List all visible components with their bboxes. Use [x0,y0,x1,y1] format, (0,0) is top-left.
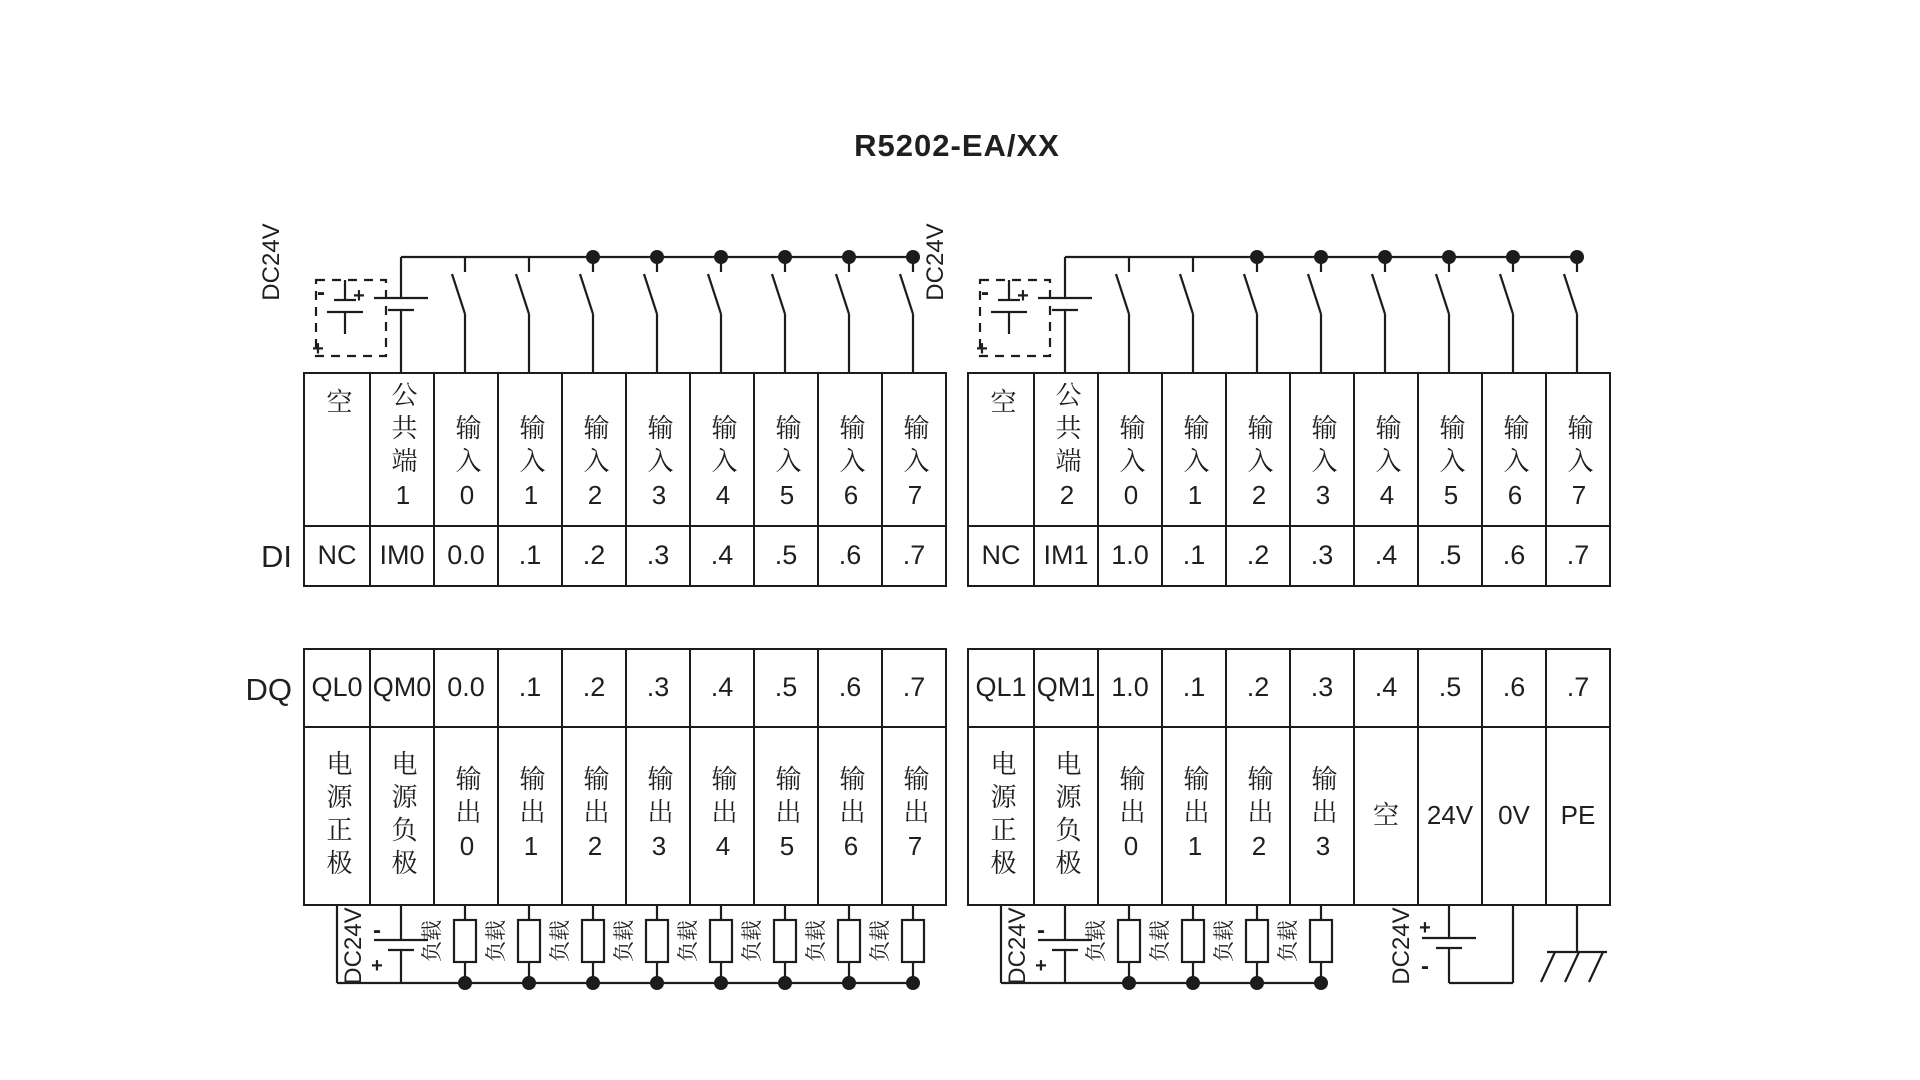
dq-left-label-cell-1 [369,726,433,904]
dq-right-terminal-text-6: .4 [1374,672,1398,703]
minus-sign: - [981,279,989,306]
load-resistor [582,920,604,962]
di-left-header-text-2: 输入0 [451,414,482,517]
dq-right-label-text-9: PE [1560,800,1596,831]
di-right-header-cell-4 [1225,374,1289,525]
dq-right-terminal-text-8: .6 [1502,672,1526,703]
dq-right-terminal-cell-4 [1225,650,1289,726]
di-left-header-text-6: 输入4 [707,414,738,517]
di-right-terminal-text-6: .4 [1374,540,1398,571]
minus-sign: - [317,279,325,306]
load-resistor [710,920,732,962]
dq-left-terminal-cell-1 [369,650,433,726]
di-left-header-text-8: 输入6 [835,414,866,517]
earth-icon [1589,952,1603,982]
di-left-terminal-text-4: .2 [582,540,606,571]
plus-sign: + [371,955,383,977]
di-left-header-cell-3 [497,374,561,525]
bus-junction-dot [1442,250,1456,264]
di-right-terminal-text-1: IM1 [1043,540,1089,571]
dq-right-label-cell-7 [1417,726,1481,904]
di-right-header-cell-5 [1289,374,1353,525]
dq-left-label-text-6: 输出4 [707,764,738,868]
di-left-terminal-text-1: IM0 [379,540,425,571]
bus-junction-dot [714,250,728,264]
di-left-terminal-cell-2 [433,525,497,585]
load-resistor [774,920,796,962]
load-label: 负载 [869,920,892,962]
dq-right-terminal-text-0: QL1 [975,672,1027,703]
load-junction-dot [650,976,664,990]
bus-junction-dot [1314,250,1328,264]
minus-sign: - [1037,917,1045,944]
di-left-header-cell-8 [817,374,881,525]
load-junction-dot [586,976,600,990]
di-left-header-text-5: 输入3 [643,414,674,517]
plus-sign: + [1017,285,1029,307]
dq-right-label-text-7: 24V [1426,800,1474,831]
di-right-header-cell-3 [1161,374,1225,525]
di-right-terminal-text-2: 1.0 [1111,540,1149,571]
load-junction-dot [906,976,920,990]
bus-junction-dot [906,250,920,264]
di-right-header-cell-2 [1097,374,1161,525]
dc24v-label: DC24V [1388,907,1415,985]
dq-left-label-cell-9 [881,726,945,904]
plus-sign: + [1035,955,1047,977]
di-left-terminal-cell-7 [753,525,817,585]
di-left-terminal-text-5: .3 [646,540,670,571]
dq-left-terminal-cell-4 [561,650,625,726]
di-right-terminal-table [967,372,1611,587]
di-left-header-cell-0 [305,374,369,525]
di-left-terminal-text-6: .4 [710,540,734,571]
load-junction-dot [522,976,536,990]
load-junction-dot [1250,976,1264,990]
di-left-header-cell-4 [561,374,625,525]
load-junction-dot [1314,976,1328,990]
di-right-header-text-9: 输入7 [1563,414,1594,517]
load-label: 负载 [421,920,444,962]
dq-right-label-text-5: 输出3 [1307,764,1338,868]
load-resistor [454,920,476,962]
dq-left-terminal-table [303,648,947,906]
di-left-header-text-1: 公共端1 [387,381,418,517]
bus-junction-dot [1250,250,1264,264]
battery-polarity-box [980,280,1050,356]
dq-right-label-cell-1 [1033,726,1097,904]
di-left-header-text-4: 输入2 [579,414,610,517]
di-right-terminal-cell-3 [1161,525,1225,585]
load-resistor [902,920,924,962]
load-label: 负载 [1213,920,1236,962]
earth-icon [1541,952,1555,982]
di-left-terminal-text-0: NC [317,540,357,571]
di-left-terminal-text-2: 0.0 [447,540,485,571]
dq-right-label-cell-9 [1545,726,1609,904]
di-left-terminal-text-9: .7 [902,540,926,571]
load-junction-dot [778,976,792,990]
di-right-terminal-text-9: .7 [1566,540,1590,571]
di-left-terminal-cell-1 [369,525,433,585]
bus-junction-dot [650,250,664,264]
bus-junction-dot [1506,250,1520,264]
di-right-header-text-6: 输入4 [1371,414,1402,517]
dq-right-terminal-cell-5 [1289,650,1353,726]
dq-right-terminal-text-1: QM1 [1036,672,1096,703]
di-left-terminal-cell-8 [817,525,881,585]
dq-left-label-text-5: 输出3 [643,764,674,868]
bus-junction-dot [586,250,600,264]
dq-left-label-text-8: 输出6 [835,764,866,868]
dq-right-label-text-2: 输出0 [1115,764,1146,868]
plus-sign: + [312,338,324,360]
di-right-terminal-cell-9 [1545,525,1609,585]
switch-icon [1564,274,1577,314]
dq-right-terminal-cell-1 [1033,650,1097,726]
bus-junction-dot [1378,250,1392,264]
load-junction-dot [842,976,856,990]
switch-icon [900,274,913,314]
dq-right-terminal-cell-0 [969,650,1033,726]
load-resistor [1182,920,1204,962]
switch-icon [452,274,465,314]
dq-right-label-cell-8 [1481,726,1545,904]
load-label: 负载 [677,920,700,962]
dq-left-label-cell-0 [305,726,369,904]
dq-left-label-cell-4 [561,726,625,904]
di-right-header-text-4: 输入2 [1243,414,1274,517]
dq-right-label-text-6: 空 [1372,800,1399,831]
switch-icon [772,274,785,314]
di-left-header-cell-5 [625,374,689,525]
bus-junction-dot [1570,250,1584,264]
dq-left-terminal-text-6: .4 [710,672,734,703]
dq-right-terminal-text-3: .1 [1182,672,1206,703]
di-left-terminal-cell-9 [881,525,945,585]
switch-icon [1116,274,1129,314]
dq-right-terminal-cell-9 [1545,650,1609,726]
dq-left-terminal-cell-9 [881,650,945,726]
dq-left-terminal-cell-6 [689,650,753,726]
load-junction-dot [1186,976,1200,990]
switch-icon [644,274,657,314]
dq-right-label-cell-0 [969,726,1033,904]
dq-left-terminal-text-0: QL0 [311,672,363,703]
minus-sign: - [373,917,381,944]
dq-left-terminal-text-4: .2 [582,672,606,703]
di-right-terminal-cell-1 [1033,525,1097,585]
dq-right-terminal-cell-3 [1161,650,1225,726]
di-right-terminal-text-4: .2 [1246,540,1270,571]
dq-right-label-cell-4 [1225,726,1289,904]
dq-right-label-cell-2 [1097,726,1161,904]
dq-left-terminal-cell-7 [753,650,817,726]
di-left-header-cell-1 [369,374,433,525]
di-left-header-text-3: 输入1 [515,414,546,517]
dq-right-terminal-text-4: .2 [1246,672,1270,703]
di-right-header-text-0: 空 [986,388,1017,421]
dq-right-label-text-3: 输出1 [1179,764,1210,868]
load-label: 负载 [805,920,828,962]
switch-icon [1372,274,1385,314]
dq-left-terminal-cell-5 [625,650,689,726]
dq-right-terminal-cell-7 [1417,650,1481,726]
di-right-header-text-8: 输入6 [1499,414,1530,517]
plus-sign: + [353,285,365,307]
di-left-header-text-7: 输入5 [771,414,802,517]
load-label: 负载 [549,920,572,962]
dc24v-label: DC24V [340,907,367,985]
di-left-terminal-text-3: .1 [518,540,542,571]
load-label: 负载 [485,920,508,962]
plus-sign: + [1419,917,1431,939]
load-junction-dot [714,976,728,990]
load-label: 负载 [613,920,636,962]
dq-left-terminal-cell-3 [497,650,561,726]
di-right-header-cell-1 [1033,374,1097,525]
di-right-terminal-cell-8 [1481,525,1545,585]
battery-polarity-box [316,280,386,356]
load-label: 负载 [1085,920,1108,962]
dq-left-label-cell-2 [433,726,497,904]
di-right-header-text-7: 输入5 [1435,414,1466,517]
switch-icon [1436,274,1449,314]
load-resistor [1310,920,1332,962]
di-right-header-text-2: 输入0 [1115,414,1146,517]
load-label: 负载 [1149,920,1172,962]
dq-right-terminal-text-2: 1.0 [1111,672,1149,703]
di-right-terminal-cell-6 [1353,525,1417,585]
dq-left-label-text-7: 输出5 [771,764,802,868]
di-right-header-cell-6 [1353,374,1417,525]
dq-left-terminal-text-5: .3 [646,672,670,703]
di-left-terminal-cell-0 [305,525,369,585]
di-right-header-cell-0 [969,374,1033,525]
dq-left-terminal-text-3: .1 [518,672,542,703]
switch-icon [1244,274,1257,314]
dq-left-label-cell-3 [497,726,561,904]
di-left-header-cell-2 [433,374,497,525]
di-left-header-cell-9 [881,374,945,525]
dq-left-terminal-text-7: .5 [774,672,798,703]
dq-left-terminal-cell-2 [433,650,497,726]
switch-icon [1500,274,1513,314]
di-right-terminal-cell-7 [1417,525,1481,585]
minus-sign: - [1421,953,1429,980]
di-right-header-text-5: 输入3 [1307,414,1338,517]
dq-left-label-text-2: 输出0 [451,764,482,868]
load-resistor [646,920,668,962]
di-left-header-text-9: 输入7 [899,414,930,517]
di-right-terminal-text-0: NC [981,540,1021,571]
dq-left-label-cell-5 [625,726,689,904]
dq-left-label-text-1: 电源负极 [387,750,418,882]
bus-junction-dot [842,250,856,264]
dq-right-label-text-1: 电源负极 [1051,750,1082,882]
load-label: 负载 [1277,920,1300,962]
load-resistor [1118,920,1140,962]
switch-icon [580,274,593,314]
switch-icon [516,274,529,314]
dq-right-terminal-cell-2 [1097,650,1161,726]
di-right-terminal-cell-4 [1225,525,1289,585]
di-left-terminal-cell-4 [561,525,625,585]
dq-right-label-text-4: 输出2 [1243,764,1274,868]
dq-block-label: DQ [245,672,292,707]
dq-right-label-text-0: 电源正极 [986,750,1017,882]
dq-left-terminal-cell-8 [817,650,881,726]
di-right-terminal-cell-5 [1289,525,1353,585]
earth-icon [1565,952,1579,982]
di-block-label: DI [261,539,292,574]
dq-left-label-cell-8 [817,726,881,904]
di-right-terminal-cell-0 [969,525,1033,585]
dq-left-label-text-9: 输出7 [899,764,930,868]
load-resistor [1246,920,1268,962]
di-left-terminal-table [303,372,947,587]
dq-left-label-text-3: 输出1 [515,764,546,868]
dq-right-terminal-text-9: .7 [1566,672,1590,703]
di-left-header-cell-6 [689,374,753,525]
di-right-terminal-text-3: .1 [1182,540,1206,571]
di-right-header-cell-9 [1545,374,1609,525]
dq-right-terminal-table [967,648,1611,906]
di-right-header-text-1: 公共端2 [1051,381,1082,517]
dq-right-terminal-cell-6 [1353,650,1417,726]
di-right-header-cell-7 [1417,374,1481,525]
di-left-terminal-text-8: .6 [838,540,862,571]
dc24v-label: DC24V [1004,907,1031,985]
switch-icon [1180,274,1193,314]
dq-right-label-cell-3 [1161,726,1225,904]
dq-left-terminal-text-8: .6 [838,672,862,703]
dq-left-label-text-4: 输出2 [579,764,610,868]
dq-right-label-text-8: 0V [1498,800,1530,831]
dc24v-label: DC24V [922,223,949,301]
di-right-header-text-3: 输入1 [1179,414,1210,517]
di-left-header-text-0: 空 [322,388,353,421]
di-right-header-cell-8 [1481,374,1545,525]
dq-right-terminal-cell-8 [1481,650,1545,726]
load-junction-dot [458,976,472,990]
bus-junction-dot [778,250,792,264]
dq-left-terminal-cell-0 [305,650,369,726]
di-left-terminal-cell-6 [689,525,753,585]
di-left-header-cell-7 [753,374,817,525]
dq-left-terminal-text-1: QM0 [372,672,432,703]
di-right-terminal-cell-2 [1097,525,1161,585]
switch-icon [1308,274,1321,314]
dq-left-label-cell-7 [753,726,817,904]
di-left-terminal-cell-3 [497,525,561,585]
plus-sign: + [976,338,988,360]
di-left-terminal-cell-5 [625,525,689,585]
dc24v-label: DC24V [258,223,285,301]
page-title: R5202-EA/XX [854,128,1060,163]
dq-left-terminal-text-9: .7 [902,672,926,703]
di-right-terminal-text-7: .5 [1438,540,1462,571]
dq-right-label-cell-5 [1289,726,1353,904]
dq-left-label-text-0: 电源正极 [322,750,353,882]
dq-left-label-cell-6 [689,726,753,904]
load-resistor [518,920,540,962]
load-junction-dot [1122,976,1136,990]
dq-left-terminal-text-2: 0.0 [447,672,485,703]
dq-right-terminal-text-5: .3 [1310,672,1334,703]
di-right-terminal-text-5: .3 [1310,540,1334,571]
dq-right-label-cell-6 [1353,726,1417,904]
load-label: 负载 [741,920,764,962]
load-resistor [838,920,860,962]
di-left-terminal-text-7: .5 [774,540,798,571]
switch-icon [836,274,849,314]
dq-right-terminal-text-7: .5 [1438,672,1462,703]
di-right-terminal-text-8: .6 [1502,540,1526,571]
switch-icon [708,274,721,314]
